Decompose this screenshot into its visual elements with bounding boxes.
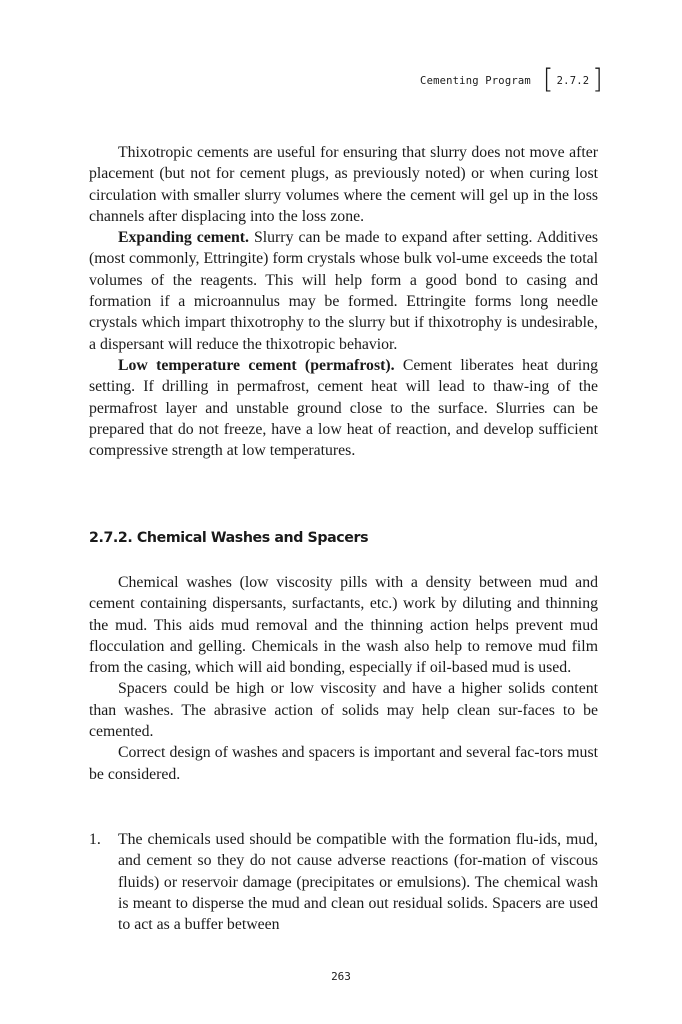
running-head	[420, 63, 603, 96]
section-number-text: 2.7.2	[556, 75, 590, 87]
paragraph-thixotropic	[89, 142, 598, 227]
section-heading: 2.7.2. Chemical Washes and Spacers	[89, 530, 369, 546]
paragraph-text: Slurry can be made to expand after setting. Additives (most commonly, Ettringite) form crystals whose bulk vol-ume exceeds the total volumes of the reagents. This will help form a good bond to casing and formation if a microannulus may be formed. Ettringite forms long needle crystals which impart thixotrophy to the slurry but if thixotrophy is undesirable, a dispersant will reduce the thixotropic behavior.	[89, 229, 599, 353]
body-text-top	[89, 142, 598, 461]
list-item-number: 1.	[89, 831, 101, 848]
open-bracket: [	[542, 63, 554, 95]
numbered-list	[89, 829, 598, 935]
close-bracket: ]	[592, 63, 603, 95]
running-title: Cementing Program	[420, 75, 531, 87]
paragraph-chemical-washes: Chemical washes (low viscosity pills with a density between mud and cement containing dispersants, surfactants, etc.) work by diluting and thinning the mud. This aids mud removal and the thinning action helps prevent mud flocculation and gelling. Chemicals in the wash also help to remove mud film from the casing, which will aid bonding, especially if oil-based mud is used.	[89, 574, 598, 677]
paragraph-correct-design: Correct design of washes and spacers is important and several fac-tors must be considered.	[89, 744, 598, 783]
body-text-section	[89, 572, 598, 785]
paragraph-spacers: Spacers could be high or low viscosity and have a higher solids content than washes. The abrasive action of solids may help clean sur-faces to be cemented.	[89, 680, 598, 741]
paragraph-low-temperature-cement	[89, 355, 598, 461]
list-item	[89, 829, 598, 935]
paragraph-text: Thixotropic cements are useful for ensuring that slurry does not move after placement (but not for cement plugs, as previously noted) or when curing lost circulation with smaller slurry volumes where the cement will gel up in the loss channels after displacing into the loss zone.	[89, 144, 598, 225]
paragraph-text: Cement liberates heat during setting. If drilling in permafrost, cement heat will lead to thaw-ing of the permafrost layer and unstable ground close to the surface. Slurries can be prepared that do not freeze, have a low heat of reaction, and develop sufficient compressive strength at low temperatures.	[89, 356, 598, 460]
paragraph-expanding-cement	[89, 227, 598, 355]
running-section-number	[542, 63, 603, 95]
page-number: 263	[331, 970, 351, 983]
run-in-heading: Low temperature cement (permafrost).	[118, 356, 395, 374]
list-item-text: The chemicals used should be compatible with the formation flu-ids, mud, and cement so they do not cause adverse reactions (for-mation of viscous fluids) or reservoir damage (precipitates or emulsions). The chemical wash is meant to disperse the mud and clean out residual solids. Spacers are used to act as a buffer between	[118, 831, 598, 934]
run-in-heading: Expanding cement.	[118, 229, 249, 247]
